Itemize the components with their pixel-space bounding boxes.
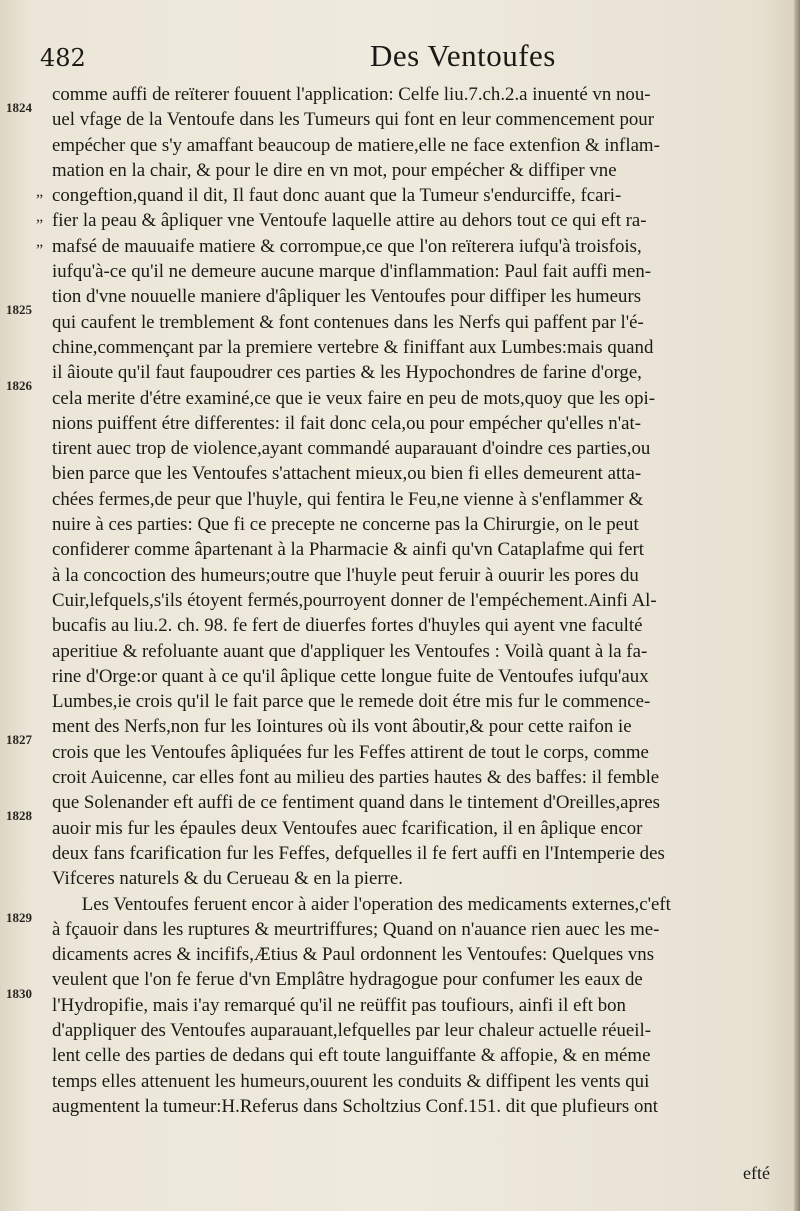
text-line: ment des Nerfs,non fur les Iointures où ils vont âboutir,& pour cette raifon ie (52, 716, 632, 738)
text-line: d'appliquer des Ventoufes auparauant,lefquelles par leur chaleur actuelle réueil- (52, 1019, 651, 1041)
text-line: deux fans fcarification fur les Feffes, defquelles il fe fert auffi en l'Intemperie des (52, 842, 665, 864)
margin-note: 1829 (6, 910, 32, 925)
text-line: temps elles attenuent les humeurs,ouurent les conduits & diffipent les vents qui (52, 1070, 650, 1092)
text-line: que Solenander eft auffi de ce fentiment quand dans le tintement d'Oreilles,apres (52, 792, 660, 814)
text-line: Lumbes,ie crois qu'il le fait parce que le remede doit étre mis fur le commence- (52, 691, 651, 713)
text-line: empécher que s'y amaffant beaucoup de matiere,elle ne face extenfion & inflam- (52, 134, 660, 156)
text-line: tion d'vne nouuelle maniere d'âpliquer les Ventoufes pour diffiper les humeurs (52, 286, 642, 308)
text-line: iufqu'à-ce qu'il ne demeure aucune marque d'inflammation: Paul fait auffi men- (52, 261, 652, 283)
page-header (40, 38, 770, 78)
text-line: dicaments acres & incififs,Ætius & Paul ordonnent les Ventoufes: Quelques vns (52, 944, 655, 966)
text-line: aperitiue & refoluante auant que d'appliquer les Ventoufes : Voilà quant à la fa- (52, 640, 648, 662)
text-line: Vifceres naturels & du Cerueau & en la pierre. (52, 868, 404, 890)
text-line: à la concoction des humeurs;outre que l'huyle peut feruir à ouurir les pores du (52, 564, 639, 586)
margin-note: 1824 (6, 100, 32, 115)
text-line: mafsé de mauuaife matiere & corrompue,ce que l'on reïterera iufqu'à troisfois, (52, 235, 642, 257)
quote-mark: „ (36, 208, 44, 225)
body-text (52, 82, 788, 1119)
text-line: crois que les Ventoufes âpliquées fur les Feffes attirent de tout le corps, comme (52, 741, 649, 763)
text-line: bien parce que les Ventoufes s'attachent mieux,ou bien fi elles demeurent atta- (52, 463, 642, 485)
text-line: veulent que l'on fe ferue d'vn Emplâtre hydragogue pour confumer les eaux de (52, 969, 643, 991)
running-head: Des Ventoufes (370, 38, 556, 73)
text-line: tirent auec trop de violence,ayant commandé auparauant d'oindre ces parties,ou (52, 438, 651, 460)
text-line: chées fermes,de peur que l'huyle, qui fentira le Feu,ne vienne à s'enflammer & (52, 488, 644, 510)
margin-note: 1825 (6, 302, 32, 317)
quote-mark: „ (36, 233, 44, 250)
text-line: mation en la chair, & pour le dire en vn mot, pour empécher & diffiper vne (52, 159, 617, 181)
text-line: rine d'Orge:or quant à ce qu'il âplique cette longue fuite de Ventoufes iufqu'aux (52, 665, 649, 687)
text-line: croit Auicenne, car elles font au milieu des parties hautes & des baffes: il femble (52, 767, 660, 789)
text-line: nions puiffent étre differentes: il fait donc cela,ou pour empécher qu'elles n'at- (52, 412, 642, 434)
text-line: Les Ventoufes feruent encor à aider l'operation des medicaments externes,c'eft (81, 893, 671, 915)
text-line: augmentent la tumeur:H.Referus dans Scholtzius Conf.151. dit que plufieurs ont (52, 1095, 659, 1117)
text-line: lent celle des parties de dedans qui eft toute languiffante & affopie, & en méme (52, 1045, 651, 1067)
margin-note: 1828 (6, 808, 32, 823)
margin-note: 1830 (6, 986, 32, 1001)
text-line: Cuir,lefquels,s'ils étoyent fermés,pourroyent donner de l'empéchement.Ainfi Al- (52, 589, 657, 611)
page-number: 482 (40, 44, 86, 72)
text-line: bucafis au liu.2. ch. 98. fe fert de diuerfes fortes d'huyles qui ayent vne faculté (52, 615, 643, 637)
text-line: uel vfage de la Ventoufe dans les Tumeurs qui font en leur commencement pour (52, 109, 655, 131)
margin-note: 1826 (6, 378, 32, 393)
quote-mark: „ (36, 183, 44, 200)
text-line: congeftion,quand il dit, Il faut donc auant que la Tumeur s'endurciffe, fcari- (52, 185, 622, 207)
text-line: comme auffi de reïterer fouuent l'application: Celfe liu.7.ch.2.a inuenté vn nou- (52, 84, 651, 105)
catchword: efté (743, 1163, 770, 1183)
margin-note: 1827 (6, 732, 32, 747)
text-line: auoir mis fur les épaules deux Ventoufes auec fcarification, il en âplique encor (52, 817, 643, 839)
text-line: fier la peau & âpliquer vne Ventoufe laquelle attire au dehors tout ce qui eft ra- (52, 210, 647, 232)
text-line: confiderer comme âpartenant à la Pharmacie & ainfi qu'vn Cataplafme qui fert (52, 539, 645, 561)
page-edge (794, 0, 800, 1211)
text-line: l'Hydropifie, mais i'ay remarqué qu'il ne reüffit pas toufiours, ainfi il eft bon (52, 994, 626, 1016)
text-line: il âioute qu'il faut faupoudrer ces parties & les Hypochondres de farine d'orge, (52, 362, 642, 384)
text-line: cela merite d'étre examiné,ce que ie veux faire en peu de mots,quoy que les opi- (52, 387, 656, 409)
text-line: à fçauoir dans les ruptures & meurtriffures; Quand on n'auance rien auec les me- (52, 918, 660, 940)
text-line: nuire à ces parties: Que fi ce precepte ne concerne pas la Chirurgie, on le peut (52, 514, 639, 536)
text-line: chine,commençant par la premiere vertebre & finiffant aux Lumbes:mais quand (52, 336, 654, 358)
text-line: qui caufent le tremblement & font contenues dans les Nerfs qui paffent par l'é- (52, 311, 644, 333)
